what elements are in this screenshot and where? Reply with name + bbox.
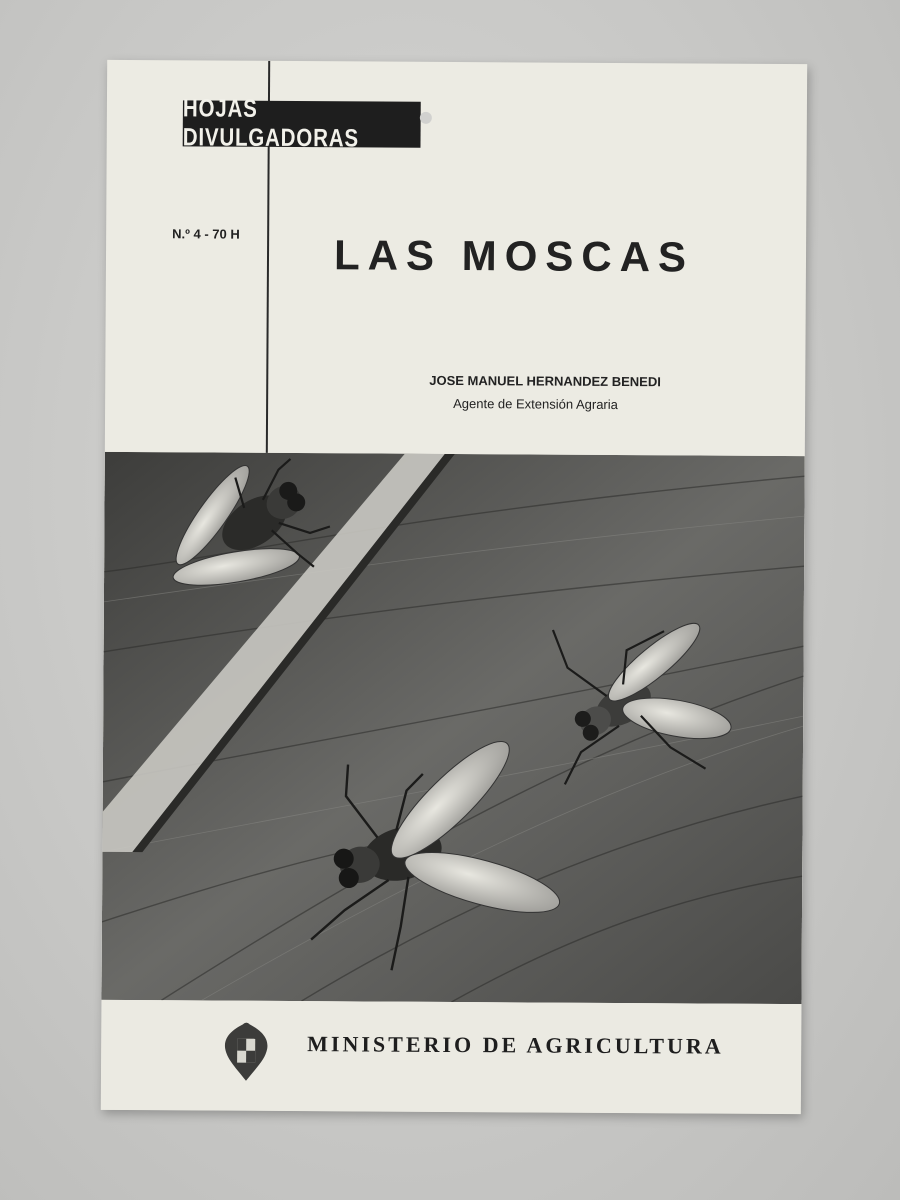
series-label: HOJAS DIVULGADORAS bbox=[183, 100, 421, 147]
issue-number: N.º 4 - 70 H bbox=[172, 226, 240, 242]
author-role: Agente de Extensión Agraria bbox=[453, 395, 618, 412]
pamphlet-cover bbox=[101, 60, 807, 1114]
page-title: LAS MOSCAS bbox=[333, 231, 695, 281]
punch-hole bbox=[420, 112, 432, 124]
bleed-through-text bbox=[167, 160, 767, 164]
author-name: JOSE MANUEL HERNANDEZ BENEDI bbox=[429, 372, 661, 390]
coat-of-arms-icon bbox=[219, 1019, 273, 1085]
publisher-name: MINISTERIO DE AGRICULTURA bbox=[307, 1031, 724, 1059]
flies-illustration bbox=[101, 452, 804, 1004]
